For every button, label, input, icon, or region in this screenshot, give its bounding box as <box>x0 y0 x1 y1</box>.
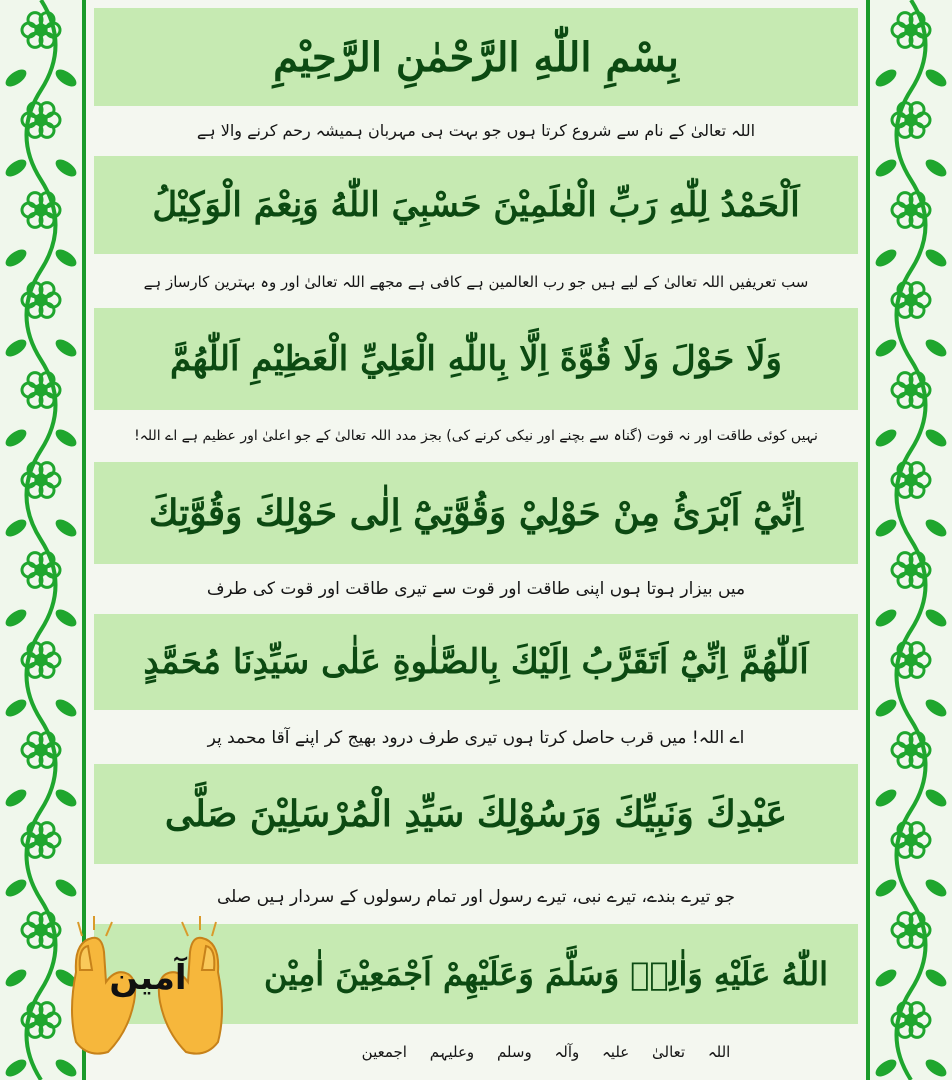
translation-text-2: سب تعریفیں اللہ تعالیٰ کے لیے ہیں جو رب العالمین ہے کافی ہے مجھے اللہ تعالیٰ اور وہ بہترین کارساز ہے <box>143 273 809 291</box>
floral-vine-icon <box>870 0 952 1080</box>
verse-band-3 <box>94 308 858 410</box>
verse-band-4 <box>94 462 858 564</box>
ameen-label: آمین <box>109 958 187 998</box>
verse-translation-4 <box>88 568 864 608</box>
verse-arabic-4: اِنِّيْٓ اَبْرَئُ مِنْ حَوْلِيْ وَقُوَّتِيْٓ اِلٰى حَوْلِكَ وَقُوَّتِكَ <box>148 492 804 534</box>
translation-text-5: اے اللہ! میں قرب حاصل کرتا ہوں تیری طرف درود بھیج کر اپنے آقا محمد پر <box>207 727 745 748</box>
verse-band-2 <box>94 156 858 254</box>
verse-translation-5 <box>88 716 864 758</box>
translation-text-4: میں بیزار ہوتا ہوں اپنی طاقت اور قوت سے تیری طاقت اور قوت کی طرف <box>206 578 746 599</box>
verse-translation-2 <box>88 262 864 302</box>
translation-text-3: نہیں کوئی طاقت اور نہ قوت (گناہ سے بچنے اور نیکی کرنے کی) بجز مدد اللہ تعالیٰ کے جو اعلیٰ اور عظیم ہے اے اللہ! <box>134 428 818 444</box>
verse-arabic-1: بِسْمِ اللّٰهِ الرَّحْمٰنِ الرَّحِيْمِ <box>273 33 679 81</box>
translation-text-6: جو تیرے بندے، تیرے نبی، تیرے رسول اور تمام رسولوں کے سردار ہیں صلی <box>216 886 736 907</box>
verse-translation-1 <box>88 110 864 150</box>
verse-arabic-6: عَبْدِكَ وَنَبِيِّكَ وَرَسُوْلِكَ سَيِّدِ الْمُرْسَلِيْنَ صَلَّى <box>164 793 788 835</box>
verse-band-5 <box>94 614 858 710</box>
right-floral-border <box>870 0 952 1080</box>
verse-arabic-2: اَلْحَمْدُ لِلّٰهِ رَبِّ الْعٰلَمِيْنَ حَسْبِيَ اللّٰهُ وَنِعْمَ الْوَكِيْلُ <box>152 185 800 225</box>
ameen-badge <box>58 912 236 1062</box>
translation-text-7: اللہ تعالیٰ علیہ وآلہ وسلم وعلیہم اجمعین <box>361 1043 731 1061</box>
translation-text-1: اللہ تعالیٰ کے نام سے شروع کرتا ہوں جو بہت ہی مہربان ہمیشہ رحم کرنے والا ہے <box>196 120 756 140</box>
verse-translation-3 <box>88 416 864 456</box>
verse-band-1 <box>94 8 858 106</box>
verse-arabic-3: وَلَا حَوْلَ وَلَا قُوَّةَ اِلَّا بِاللّٰهِ الْعَلِيِّ الْعَظِيْمِ اَللّٰهُمَّ <box>170 339 782 379</box>
right-frame-line <box>866 0 870 1080</box>
verse-band-6 <box>94 764 858 864</box>
verse-arabic-5: اَللّٰهُمَّ اِنِّيْٓ اَتَقَرَّبُ اِلَيْكَ بِالصَّلٰوةِ عَلٰى سَيِّدِنَا مُحَمَّدٍ <box>143 642 809 682</box>
verse-arabic-7: اللّٰهُ عَلَيْهِ وَاٰلِهٖ وَسَلَّمَ وَعَلَيْهِمْ اَجْمَعِيْنَ اٰمِيْن <box>264 955 828 993</box>
